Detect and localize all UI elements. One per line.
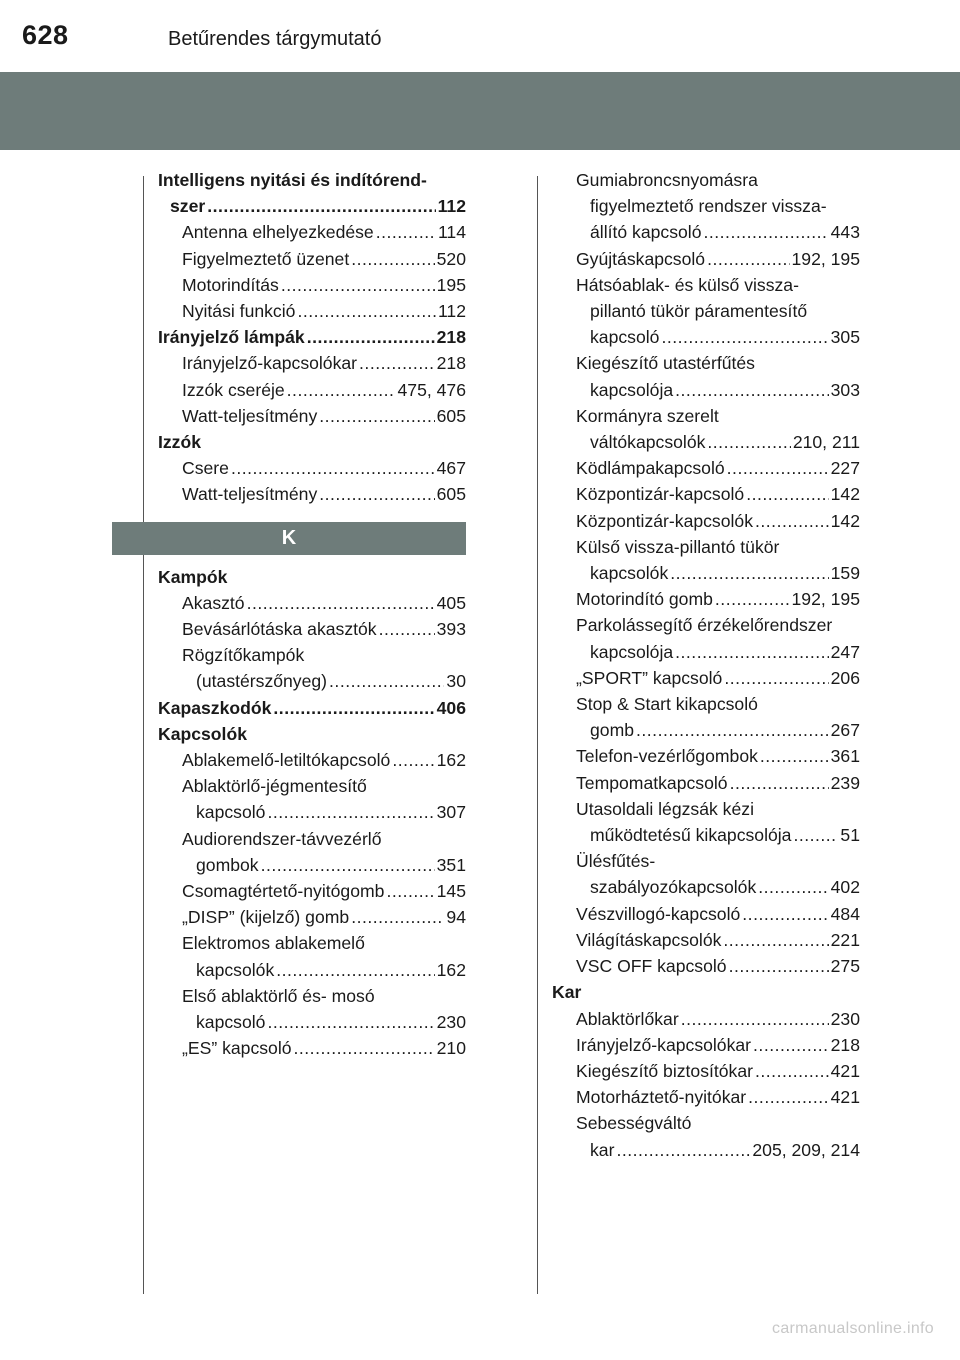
index-entry-page: 162 [436, 959, 466, 980]
index-entry-page: 351 [436, 854, 466, 875]
index-entry-page: 210 [436, 1038, 466, 1059]
index-entry [552, 1084, 860, 1110]
index-entry-term: szabályozókapcsolók [590, 877, 757, 898]
index-entry-page: 305 [830, 327, 860, 348]
index-entry [552, 534, 860, 560]
leader-dots [730, 770, 829, 796]
index-entry-term: Rögzítőkampók [182, 645, 305, 666]
index-entry-term: Kampók [158, 566, 228, 587]
index-entry [552, 743, 860, 769]
section-letter-header: K [112, 522, 466, 555]
index-entry [552, 586, 860, 612]
index-entry-term: „SPORT” kapcsoló [576, 667, 723, 688]
index-entry-term: Ködlámpakapcsoló [576, 458, 725, 479]
leader-dots [616, 1137, 750, 1163]
index-entry-page: 114 [437, 222, 466, 243]
index-entry-term: Bevásárlótáska akasztók [182, 619, 377, 640]
index-entry-term: Kiegészítő utastérfűtés [576, 353, 755, 374]
index-entry-page: 227 [830, 458, 860, 479]
index-entry [552, 874, 860, 900]
index-entry [552, 953, 860, 979]
leader-dots [748, 1084, 828, 1110]
index-entry [158, 826, 466, 852]
index-entry-term: Watt-teljesítmény [182, 405, 318, 426]
index-entry-page: 192, 195 [791, 248, 860, 269]
index-entry-term: Első ablaktörlő és- mosó [182, 985, 375, 1006]
index-entry-page: 112 [437, 196, 466, 217]
index-entry-term: „DISP” (kijelző) gomb [182, 907, 350, 928]
index-entry-page: 267 [830, 720, 860, 741]
leader-dots [675, 639, 829, 665]
index-entry-term: Sebességváltó [576, 1113, 692, 1134]
index-entry [552, 1006, 860, 1032]
index-entry-page: 142 [830, 484, 860, 505]
leader-dots [758, 874, 828, 900]
index-entry-term: Motorháztető-nyitókar [576, 1087, 747, 1108]
index-entry [552, 612, 860, 638]
leader-dots [267, 799, 434, 825]
index-entry [158, 324, 466, 350]
index-entry-page: 467 [436, 458, 466, 479]
index-entry-term: Irányjelző-kapcsolókar [182, 353, 358, 374]
leader-dots [267, 1009, 434, 1035]
index-entry-term: Motorindító gomb [576, 589, 713, 610]
leader-dots [723, 927, 828, 953]
index-entry [552, 1032, 860, 1058]
leader-dots [294, 1035, 435, 1061]
index-entry-term: kapcsolója [590, 379, 674, 400]
index-entry-term: pillantó tükör páramentesítő [590, 301, 808, 322]
index-entry [552, 639, 860, 665]
leader-dots [675, 377, 829, 403]
index-entry [552, 770, 860, 796]
index-entry-page: 51 [840, 825, 860, 846]
leader-dots [351, 246, 434, 272]
page-number: 628 [22, 20, 69, 50]
index-entry-term: figyelmeztető rendszer vissza- [590, 196, 827, 217]
index-entry-term: Ablakemelő-letiltókapcsoló [182, 750, 391, 771]
leader-dots [760, 743, 829, 769]
index-entry [552, 848, 860, 874]
index-entry [552, 429, 860, 455]
index-entry [158, 298, 466, 324]
leader-dots [231, 455, 435, 481]
leader-dots [307, 324, 435, 350]
index-entry-term: Motorindítás [182, 274, 279, 295]
index-entry-page: 605 [436, 484, 466, 505]
index-entry [552, 219, 860, 245]
leader-dots [755, 1058, 829, 1084]
index-entry-page: 159 [830, 563, 860, 584]
index-entry-page: 206 [830, 667, 860, 688]
index-entry [552, 822, 860, 848]
column-divider-left [143, 176, 144, 1294]
index-entry [158, 983, 466, 1009]
index-entry [158, 904, 466, 930]
index-entry [552, 560, 860, 586]
index-entry-page: 421 [830, 1060, 860, 1081]
index-entry [158, 930, 466, 956]
column-divider-middle [537, 176, 538, 1294]
index-entry-term: állító kapcsoló [590, 222, 702, 243]
index-entry-page: 393 [436, 619, 466, 640]
index-entry [158, 590, 466, 616]
index-entry-page: 303 [830, 379, 860, 400]
leader-dots [207, 193, 435, 219]
index-entry-term: kapcsoló [196, 802, 266, 823]
index-entry [552, 324, 860, 350]
index-entry-page: 112 [437, 301, 466, 322]
index-entry-term: kar [590, 1139, 615, 1160]
index-entry-term: Hátsóablak- és külső vissza- [576, 274, 799, 295]
index-entry-term: Nyitási funkció [182, 301, 296, 322]
index-entry-term: Vészvillogó-kapcsoló [576, 903, 741, 924]
index-entry-page: 405 [436, 592, 466, 613]
leader-dots [376, 219, 436, 245]
index-entry [158, 1009, 466, 1035]
index-entry [158, 167, 466, 193]
index-entry-page: 307 [436, 802, 466, 823]
index-entry-term: Parkolássegítő érzékelőrendszer [576, 615, 833, 636]
leader-dots [329, 668, 444, 694]
index-column-right [552, 167, 860, 1163]
index-entry [552, 403, 860, 429]
index-entry [158, 642, 466, 668]
index-entry-page: 361 [830, 746, 860, 767]
index-entry-term: kapcsolója [590, 641, 674, 662]
index-entry [552, 901, 860, 927]
index-entry-page: 275 [830, 956, 860, 977]
index-entry-term: „ES” kapcsoló [182, 1038, 292, 1059]
index-entry [158, 403, 466, 429]
index-entry-term: Figyelmeztető üzenet [182, 248, 350, 269]
index-entry [552, 298, 860, 324]
index-entry-page: 145 [436, 881, 466, 902]
index-entry-term: VSC OFF kapcsoló [576, 956, 727, 977]
index-entry-page: 94 [446, 907, 466, 928]
index-entry [158, 377, 466, 403]
index-entry-term: Kormányra szerelt [576, 405, 719, 426]
leader-dots [351, 904, 444, 930]
index-entry-page: 230 [436, 1012, 466, 1033]
index-entry-term: Ablaktörlő-jégmentesítő [182, 776, 367, 797]
index-entry [552, 350, 860, 376]
index-entry [158, 429, 466, 455]
index-entry [552, 246, 860, 272]
watermark: carmanualsonline.info [772, 1320, 934, 1337]
index-entry [552, 272, 860, 298]
index-entry [552, 481, 860, 507]
leader-dots [379, 616, 435, 642]
index-entry-term: váltókapcsolók [590, 432, 706, 453]
leader-dots [704, 219, 829, 245]
index-entry-term: Gyújtáskapcsoló [576, 248, 706, 269]
index-entry-term: Izzók cseréje [182, 379, 285, 400]
leader-dots [681, 1006, 829, 1032]
index-entry [552, 377, 860, 403]
leader-dots [281, 272, 435, 298]
index-entry-page: 142 [830, 510, 860, 531]
index-entry-page: 210, 211 [792, 432, 860, 453]
index-entry-term: Utasoldali légzsák kézi [576, 798, 754, 819]
index-entry-page: 247 [830, 641, 860, 662]
index-block-k-continued [552, 167, 860, 1163]
index-entry [158, 668, 466, 694]
index-entry [158, 455, 466, 481]
index-entry-page: 406 [436, 697, 466, 718]
index-entry [552, 1137, 860, 1163]
index-entry-term: Telefon-vezérlőgombok [576, 746, 758, 767]
index-entry-page: 484 [830, 903, 860, 924]
leader-dots [287, 377, 396, 403]
index-entry-page: 475, 476 [397, 379, 466, 400]
index-entry [158, 193, 466, 219]
index-entry [552, 796, 860, 822]
index-entry-page: 192, 195 [791, 589, 860, 610]
index-entry-page: 230 [830, 1008, 860, 1029]
page-header [0, 0, 960, 64]
leader-dots [755, 508, 829, 534]
index-entry-term: Irányjelző lámpák [158, 327, 305, 348]
header-banner [0, 72, 960, 150]
index-entry [158, 350, 466, 376]
leader-dots [742, 901, 828, 927]
index-entry [552, 665, 860, 691]
index-entry-term: Kar [552, 982, 582, 1003]
leader-dots [636, 717, 829, 743]
index-entry [158, 957, 466, 983]
index-entry [158, 747, 466, 773]
leader-dots [261, 852, 435, 878]
leader-dots [297, 298, 436, 324]
index-entry-page: 205, 209, 214 [752, 1139, 860, 1160]
leader-dots [670, 560, 828, 586]
index-entry-term: Csere [182, 458, 229, 479]
index-entry-term: kapcsoló [196, 1012, 266, 1033]
leader-dots [273, 695, 434, 721]
section-title: Betűrendes tárgymutató [168, 28, 382, 50]
index-entry [552, 508, 860, 534]
index-entry [158, 773, 466, 799]
index-column-left [158, 167, 466, 1062]
index-entry [552, 979, 860, 1005]
index-entry [552, 167, 860, 193]
index-entry-term: gombok [196, 854, 259, 875]
index-entry-page: 239 [830, 772, 860, 793]
index-entry-term: Watt-teljesítmény [182, 484, 318, 505]
index-entry-term: Kapaszkodók [158, 697, 272, 718]
index-entry-page: 30 [446, 671, 466, 692]
index-entry-term: Központizár-kapcsolók [576, 510, 754, 531]
leader-dots [247, 590, 435, 616]
leader-dots [727, 455, 829, 481]
leader-dots [359, 350, 435, 376]
index-entry [158, 219, 466, 245]
index-entry-page: 218 [830, 1034, 860, 1055]
index-entry-term: Ablaktörlőkar [576, 1008, 679, 1029]
index-entry [158, 799, 466, 825]
leader-dots [319, 403, 434, 429]
leader-dots [753, 1032, 829, 1058]
index-entry-page: 421 [830, 1087, 860, 1108]
index-entry-term: Külső vissza-pillantó tükör [576, 536, 780, 557]
index-entry-page: 520 [436, 248, 466, 269]
index-entry-term: Irányjelző-kapcsolókar [576, 1034, 752, 1055]
index-entry-term: Elektromos ablakemelő [182, 933, 365, 954]
index-entry-term: szer [170, 196, 206, 217]
leader-dots [386, 878, 434, 904]
leader-dots [707, 429, 790, 455]
index-entry [552, 927, 860, 953]
index-entry [552, 1110, 860, 1136]
index-entry [552, 455, 860, 481]
index-entry-page: 443 [830, 222, 860, 243]
index-entry-page: 195 [436, 274, 466, 295]
index-entry [158, 695, 466, 721]
leader-dots [707, 246, 789, 272]
index-entry [158, 616, 466, 642]
index-entry-term: Gumiabroncsnyomásra [576, 170, 758, 190]
index-entry-term: Stop & Start kikapcsoló [576, 694, 758, 715]
index-entry [158, 721, 466, 747]
leader-dots [746, 481, 828, 507]
index-entry [158, 246, 466, 272]
index-entry-term: Akasztó [182, 592, 245, 613]
index-entry [158, 481, 466, 507]
index-entry-term: működtetésű kikapcsolója [590, 825, 792, 846]
index-entry [158, 852, 466, 878]
index-block-i [158, 167, 466, 508]
index-entry-term: Antenna elhelyezkedése [182, 222, 374, 243]
index-entry-term: Világításkapcsolók [576, 929, 722, 950]
leader-dots [729, 953, 829, 979]
index-entry-term: (utastérszőnyeg) [196, 671, 328, 692]
leader-dots [715, 586, 790, 612]
index-entry [552, 717, 860, 743]
leader-dots [319, 481, 434, 507]
index-entry-page: 218 [436, 327, 466, 348]
index-entry-term: Audiorendszer-távvezérlő [182, 828, 382, 849]
index-entry [552, 691, 860, 717]
index-entry-term: Izzók [158, 432, 202, 453]
leader-dots [793, 822, 838, 848]
index-entry-term: Csomagtértető-nyitógomb [182, 881, 385, 902]
leader-dots [276, 957, 434, 983]
index-entry [158, 878, 466, 904]
index-entry-term: Kiegészítő biztosítókar [576, 1060, 754, 1081]
leader-dots [724, 665, 828, 691]
index-entry-term: Intelligens nyitási és indítórend- [158, 170, 427, 190]
index-entry [552, 193, 860, 219]
index-entry-term: Tempomatkapcsoló [576, 772, 728, 793]
index-block-k [158, 564, 466, 1062]
index-entry-term: Ülésfűtés- [576, 851, 656, 872]
index-entry-page: 218 [436, 353, 466, 374]
index-entry-page: 605 [436, 405, 466, 426]
index-entry-page: 221 [830, 929, 860, 950]
index-entry [158, 1035, 466, 1061]
index-entry-term: gomb [590, 720, 635, 741]
index-entry-term: kapcsolók [590, 563, 669, 584]
index-entry-term: kapcsolók [196, 959, 275, 980]
index-entry [552, 1058, 860, 1084]
index-entry [158, 272, 466, 298]
index-entry-term: kapcsoló [590, 327, 660, 348]
leader-dots [392, 747, 434, 773]
index-entry [158, 564, 466, 590]
index-entry-term: Kapcsolók [158, 723, 247, 744]
index-entry-page: 162 [436, 750, 466, 771]
index-entry-page: 402 [830, 877, 860, 898]
index-entry-term: Központizár-kapcsoló [576, 484, 745, 505]
leader-dots [661, 324, 828, 350]
